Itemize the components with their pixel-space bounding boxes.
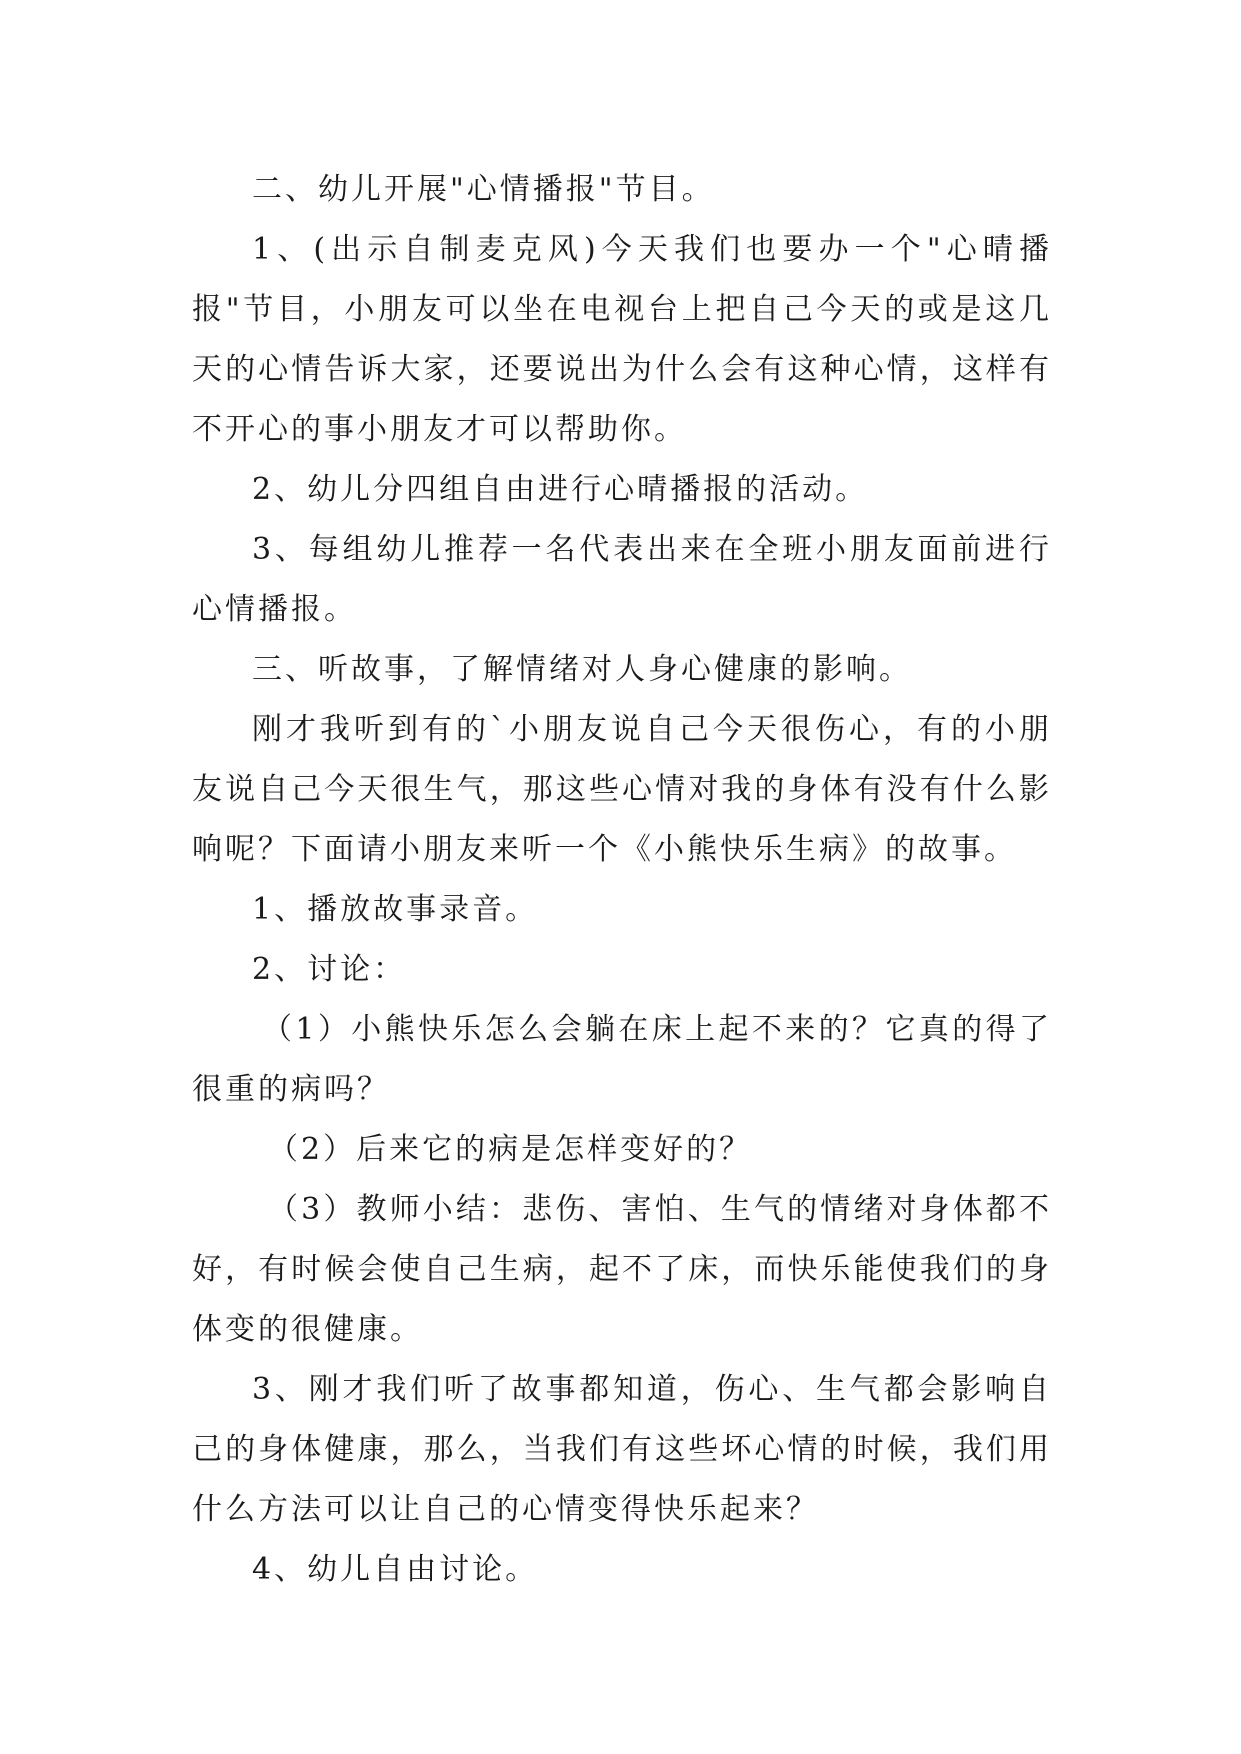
paragraph: 1、(出示自制麦克风)今天我们也要办一个"心晴播报"节目，小朋友可以坐在电视台上把自己今天的或是这几天的心情告诉大家，还要说出为什么会有这种心情，这样有不开心的事小朋友才可以帮助你。: [192, 232, 1052, 447]
paragraph: 4、幼儿自由讨论。: [252, 1552, 539, 1587]
section-heading-3: 三、听故事，了解情绪对人身心健康的影响。: [252, 652, 912, 687]
paragraph: 刚才我听到有的`小朋友说自己今天很伤心，有的小朋友说自己今天很生气，那这些心情对我的身体有没有什么影响呢？下面请小朋友来听一个《小熊快乐生病》的故事。: [192, 712, 1052, 867]
paragraph: （2）后来它的病是怎样变好的？: [268, 1132, 753, 1167]
paragraph: 3、刚才我们听了故事都知道，伤心、生气都会影响自己的身体健康，那么，当我们有这些坏心情的时候，我们用什么方法可以让自己的心情变得快乐起来？: [192, 1372, 1052, 1527]
paragraph: 2、讨论：: [252, 952, 407, 987]
document-body: [192, 160, 1052, 1600]
section-heading-2: 二、幼儿开展"心情播报"节目。: [252, 172, 715, 207]
paragraph: 3、每组幼儿推荐一名代表出来在全班小朋友面前进行心情播报。: [192, 532, 1052, 627]
paragraph: 1、播放故事录音。: [252, 892, 539, 927]
paragraph: （1）小熊快乐怎么会躺在床上起不来的？它真的得了很重的病吗？: [192, 1012, 1052, 1107]
paragraph: （3）教师小结：悲伤、害怕、生气的情绪对身体都不好，有时候会使自己生病，起不了床，而快乐能使我们的身体变的很健康。: [192, 1192, 1052, 1347]
paragraph: 2、幼儿分四组自由进行心晴播报的活动。: [252, 472, 869, 507]
